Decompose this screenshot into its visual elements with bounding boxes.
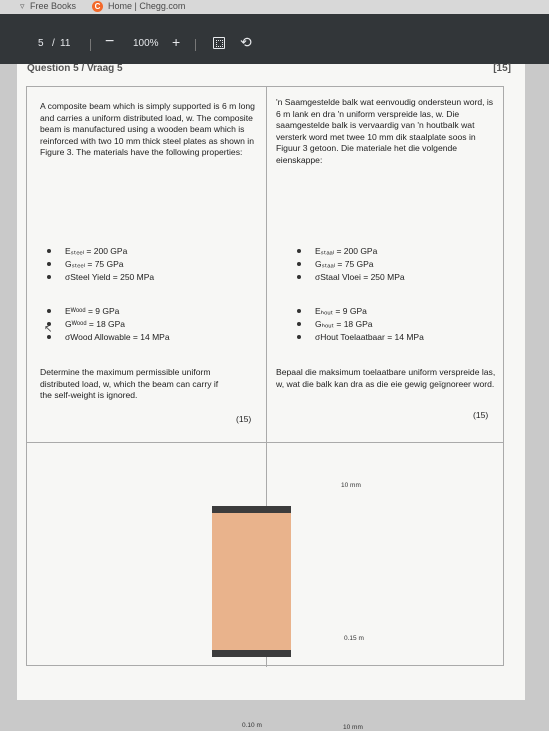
- english-wood-properties: [43, 305, 170, 344]
- toolbar-divider: [90, 39, 91, 51]
- list-item: [293, 305, 424, 318]
- afrikaans-steel-properties: [293, 245, 405, 284]
- bullet: [297, 275, 301, 279]
- list-item: [293, 258, 405, 271]
- afrikaans-marks: (15): [473, 410, 489, 420]
- dimension-wood-height: 0.15 m: [344, 635, 364, 642]
- bullet: [297, 322, 301, 326]
- page-number-input[interactable]: 5: [38, 38, 44, 49]
- wood-modulus: Eₕₒᵤₜ = 9 GPa: [315, 306, 367, 316]
- english-marks: (15): [236, 414, 252, 424]
- marks-total: [15]: [493, 63, 511, 74]
- list-item: [293, 245, 405, 258]
- bullet: [47, 262, 51, 266]
- bullet: [297, 262, 301, 266]
- english-question: Determine the maximum permissible uniform distributed load, w, which the beam can carry if the self-weight is ignored.: [40, 367, 219, 400]
- bookmarks-bar: [0, 0, 549, 14]
- bullet: [47, 275, 51, 279]
- bullet: [297, 249, 301, 253]
- list-item: [43, 258, 154, 271]
- pdf-toolbar: [0, 14, 549, 64]
- zoom-in-button[interactable]: +: [172, 34, 181, 50]
- wood-shear-modulus: Gᵂᵒᵒᵈ = 18 GPa: [65, 319, 126, 329]
- question-header: Question 5 / Vraag 5: [27, 63, 123, 74]
- wood-allowable: σWood Allowable = 14 MPa: [65, 332, 170, 342]
- toolbar-divider: [195, 39, 196, 51]
- beam-cross-section-figure: [27, 443, 503, 731]
- page-total: 11: [60, 38, 71, 49]
- zoom-level-input[interactable]: 100%: [133, 38, 159, 49]
- list-item: [43, 331, 170, 344]
- question-table: [26, 86, 504, 731]
- bullet: [297, 335, 301, 339]
- steel-plate-top: [212, 506, 291, 513]
- steel-yield: σSteel Yield = 250 MPa: [65, 272, 155, 282]
- rotate-icon[interactable]: ⟲: [240, 34, 252, 50]
- wood-shear-modulus: Gₕₒᵤₜ = 18 GPa: [315, 319, 373, 329]
- dimension-bottom-plate: 10 mm: [343, 724, 363, 731]
- wood-beam-core: [212, 513, 291, 650]
- bullet: [47, 249, 51, 253]
- list-item: [293, 318, 424, 331]
- afrikaans-question: Bepaal die maksimum toelaatbare uniform verspreide las, w, wat die balk kan dra as die eie gewig geïgnoreer word.: [276, 367, 496, 389]
- steel-modulus: Eₛₜₐₐₗ = 200 GPa: [315, 246, 378, 256]
- bookmark-icon: ▿: [20, 1, 25, 11]
- bullet: [47, 335, 51, 339]
- steel-shear-modulus: Gₛₜₐₐₗ = 75 GPa: [315, 259, 374, 269]
- english-steel-properties: [43, 245, 154, 284]
- list-item: [43, 318, 170, 331]
- bullet: [47, 309, 51, 313]
- list-item: [293, 331, 424, 344]
- list-item: [43, 305, 170, 318]
- pdf-page: [17, 63, 525, 731]
- wood-allowable: σHout Toelaatbaar = 14 MPa: [315, 332, 424, 342]
- wood-modulus: Eᵂᵒᵒᵈ = 9 GPa: [65, 306, 120, 316]
- dimension-top-plate: 10 mm: [341, 482, 361, 489]
- afrikaans-intro: 'n Saamgestelde balk wat eenvoudig ondersteun word, is 6 m lank en dra 'n uniform verspreide las, w. Die saamgestelde balk is vervaardig van 'n houtbalk wat versterk word met twee 10 mm dik staalplate soos in Figuur 3 getoon. Die materiale het die volgende eienskappe:: [276, 97, 494, 165]
- dimension-width: 0.10 m: [242, 722, 262, 729]
- steel-shear-modulus: Gₛₜₑₑₗ = 75 GPa: [65, 259, 124, 269]
- afrikaans-wood-properties: [293, 305, 424, 344]
- steel-modulus: Eₛₜₑₑₗ = 200 GPa: [65, 246, 128, 256]
- bookmark-chegg[interactable]: Home | Chegg.com: [108, 1, 186, 11]
- list-item: [293, 271, 405, 284]
- bookmark-free-books[interactable]: Free Books: [30, 1, 77, 11]
- bullet: [297, 309, 301, 313]
- cursor-icon: ↖: [44, 324, 53, 335]
- zoom-out-button[interactable]: −: [105, 33, 115, 50]
- list-item: [43, 245, 154, 258]
- chegg-icon: C: [92, 1, 103, 12]
- list-item: [43, 271, 154, 284]
- steel-plate-bottom: [212, 650, 291, 657]
- fit-page-icon[interactable]: [213, 37, 225, 49]
- english-intro: A composite beam which is simply supported is 6 m long and carries a uniform distributed load, w. The composite beam is manufactured using a wooden beam which is reinforced with two 10 mm thick steel plates as shown in Figure 3. The materials have the following properties:: [40, 101, 255, 157]
- steel-yield: σStaal Vloei = 250 MPa: [315, 272, 405, 282]
- page-separator: /: [52, 38, 55, 49]
